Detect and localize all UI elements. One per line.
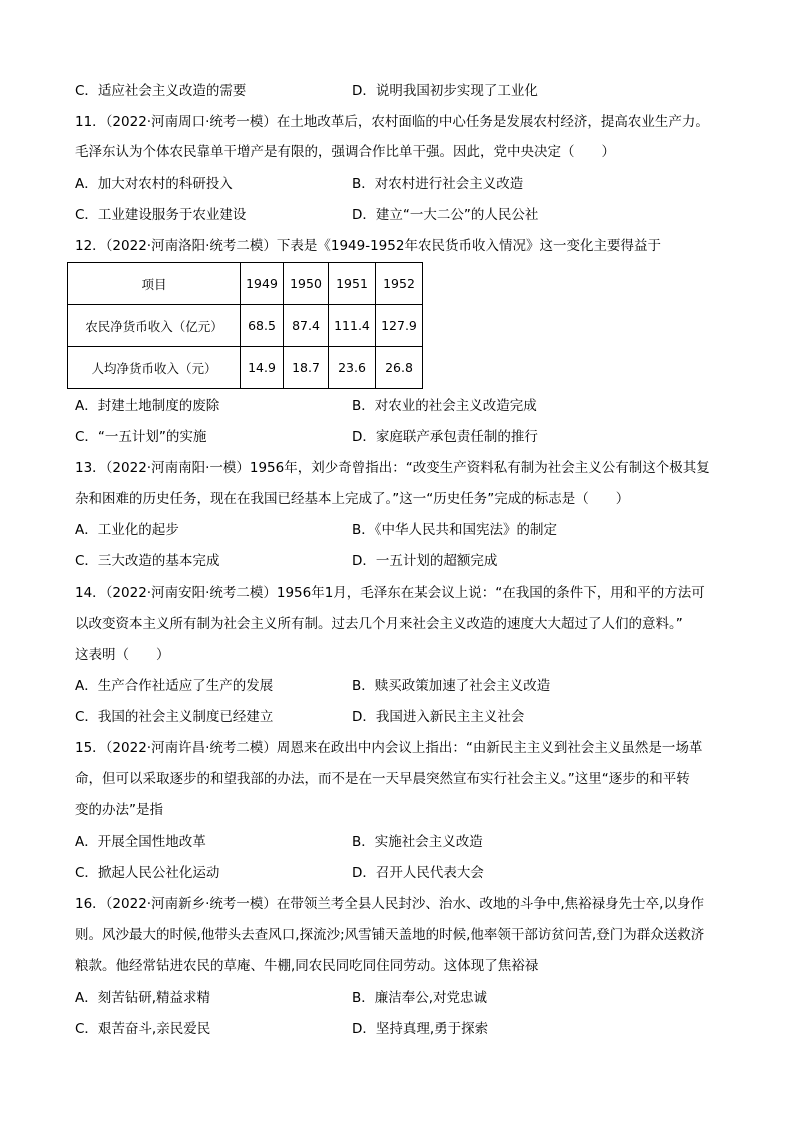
table-cell: 87.4 xyxy=(284,305,329,347)
table-header-1950: 1950 xyxy=(284,263,329,305)
table-row xyxy=(68,347,423,389)
q16-option-c: C．艰苦奋斗,亲民爱民 xyxy=(75,1021,211,1037)
q11-options-row-ab xyxy=(0,173,794,195)
q14-options-row-ab xyxy=(0,675,794,697)
q12-option-d: D．家庭联产承包责任制的推行 xyxy=(352,429,538,445)
q13-option-d: D．一五计划的超额完成 xyxy=(352,553,498,569)
q13-option-b: B．《中华人民共和国宪法》的制定 xyxy=(352,522,558,538)
table-header-1951: 1951 xyxy=(329,263,376,305)
q11-stem-line-2: 毛泽东认为个体农民靠单干增产是有限的，强调合作比单干强。因此，党中央决定（ ） xyxy=(75,144,615,160)
q15-option-a: A．开展全国性地改革 xyxy=(75,834,206,850)
q13-option-a: A．工业化的起步 xyxy=(75,522,179,538)
q13-stem-line-2: 杂和困难的历史任务，现在在我国已经基本上完成了。”这一“历史任务”完成的标志是（ ） xyxy=(75,491,630,507)
q11-options-row-cd xyxy=(0,204,794,226)
table-cell: 23.6 xyxy=(329,347,376,389)
q10-option-d: D．说明我国初步实现了工业化 xyxy=(352,83,538,99)
q14-stem-line-1: 14．（2022·河南安阳·统考二模）1956年1月，毛泽东在某会议上说：“在我国的条件下，用和平的方法可 xyxy=(75,585,705,601)
table-cell: 68.5 xyxy=(241,305,284,347)
q12-option-b: B．对农业的社会主义改造完成 xyxy=(352,398,537,414)
q16-stem-line-1: 16．（2022·河南新乡·统考一模）在带领兰考全县人民封沙、治水、改地的斗争中,焦裕禄身先士卒,以身作 xyxy=(75,896,704,912)
q10-options-row-cd xyxy=(0,80,794,102)
q13-options-row-ab xyxy=(0,519,794,541)
q15-stem-line-1: 15．（2022·河南许昌·统考二模）周恩来在政出中内会议上指出：“由新民主主义到社会主义虽然是一场革 xyxy=(75,740,703,756)
q11-option-a: A．加大对农村的科研投入 xyxy=(75,176,233,192)
table-cell-label: 农民净货币收入（亿元） xyxy=(68,305,241,347)
table-cell: 26.8 xyxy=(376,347,423,389)
q15-stem-line-2: 命，但可以采取逐步的和望我部的办法，而不是在一天早晨突然宣布实行社会主义。”这里“逐步的和平转 xyxy=(75,771,690,787)
table-header-row xyxy=(68,263,423,305)
q16-options-row-cd xyxy=(0,1018,794,1040)
q14-option-a: A．生产合作社适应了生产的发展 xyxy=(75,678,274,694)
table-cell: 127.9 xyxy=(376,305,423,347)
q12-options-row-ab xyxy=(0,395,794,417)
income-table xyxy=(67,262,423,389)
q16-option-a: A．刻苦钻研,精益求精 xyxy=(75,990,211,1006)
q10-option-c: C．适应社会主义改造的需要 xyxy=(75,83,247,99)
q12-option-c: C．“一五计划”的实施 xyxy=(75,429,207,445)
q15-options-row-ab xyxy=(0,831,794,853)
table-cell: 18.7 xyxy=(284,347,329,389)
q13-options-row-cd xyxy=(0,550,794,572)
q11-option-c: C．工业建设服务于农业建设 xyxy=(75,207,247,223)
q15-option-d: D．召开人民代表大会 xyxy=(352,865,484,881)
table-header-1952: 1952 xyxy=(376,263,423,305)
table-header-1949: 1949 xyxy=(241,263,284,305)
table-cell: 14.9 xyxy=(241,347,284,389)
q16-stem-line-2: 则。风沙最大的时候,他带头去查风口,探流沙;风雪铺天盖地的时候,他率领干部访贫问苦,登门为群众送救济 xyxy=(75,927,705,943)
q13-stem-line-1: 13．（2022·河南南阳·一模）1956年，刘少奇曾指出：“改变生产资料私有制为社会主义公有制这个极其复 xyxy=(75,460,710,476)
q16-option-d: D．坚持真理,勇于探索 xyxy=(352,1021,489,1037)
q14-option-c: C．我国的社会主义制度已经建立 xyxy=(75,709,274,725)
q13-option-c: C．三大改造的基本完成 xyxy=(75,553,220,569)
q15-stem-line-3: 变的办法”是指 xyxy=(75,802,163,818)
q15-options-row-cd xyxy=(0,862,794,884)
table-header-item: 项目 xyxy=(68,263,241,305)
table-cell: 111.4 xyxy=(329,305,376,347)
q15-option-c: C．掀起人民公社化运动 xyxy=(75,865,220,881)
q12-options-row-cd xyxy=(0,426,794,448)
q11-option-d: D．建立“一大二公”的人民公社 xyxy=(352,207,539,223)
q11-option-b: B．对农村进行社会主义改造 xyxy=(352,176,524,192)
q14-stem-line-2: 以改变资本主义所有制为社会主义所有制。过去几个月来社会主义改造的速度大大超过了人们的意料。” xyxy=(75,616,683,632)
q11-stem-line-1: 11．（2022·河南周口·统考一模）在土地改革后，农村面临的中心任务是发展农村经济，提高农业生产力。 xyxy=(75,114,709,130)
q12-option-a: A．封建土地制度的废除 xyxy=(75,398,220,414)
q12-stem-line-1: 12．（2022·河南洛阳·统考二模）下表是《1949-1952年农民货币收入情况》这一变化主要得益于 xyxy=(75,238,661,254)
table-row xyxy=(68,305,423,347)
q16-stem-line-3: 粮款。他经常钻进农民的草庵、牛棚,同农民同吃同住同劳动。这体现了焦裕禄 xyxy=(75,958,539,974)
q14-option-b: B．赎买政策加速了社会主义改造 xyxy=(352,678,551,694)
q15-option-b: B．实施社会主义改造 xyxy=(352,834,483,850)
q14-options-row-cd xyxy=(0,706,794,728)
q16-option-b: B．廉洁奉公,对党忠诚 xyxy=(352,990,488,1006)
q16-options-row-ab xyxy=(0,987,794,1009)
table-cell-label: 人均净货币收入（元） xyxy=(68,347,241,389)
q14-stem-line-3: 这表明（ ） xyxy=(75,647,170,663)
q14-option-d: D．我国进入新民主主义社会 xyxy=(352,709,525,725)
